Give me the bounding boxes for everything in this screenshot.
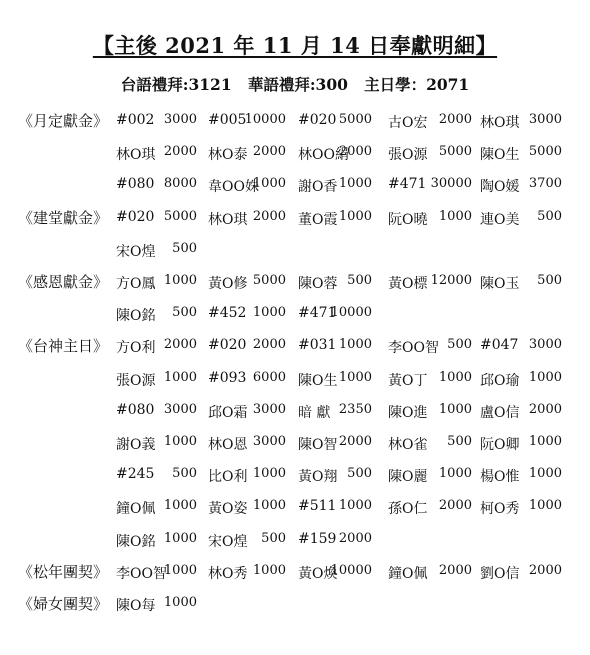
donor-name: 陳O蓉	[298, 276, 338, 292]
donor-name: #005	[208, 112, 247, 128]
donor-name: 謝O義	[116, 437, 156, 453]
offering-amount: 2000	[252, 144, 286, 160]
offering-amount: 500	[447, 337, 472, 353]
offering-amount: 1000	[338, 369, 372, 385]
offering-amount: 2000	[528, 562, 562, 578]
offering-amount: 1000	[438, 208, 472, 224]
donor-name: #471	[298, 305, 337, 322]
offering-amount: 5000	[252, 273, 286, 288]
donor-name: #471	[388, 176, 427, 193]
donor-name: 張O源	[388, 147, 428, 164]
category-label: 《婦女團契》	[18, 595, 109, 613]
offering-amount: 1000	[252, 305, 286, 321]
offering-amount: 10000	[330, 305, 372, 321]
offering-amount: 1000	[438, 466, 472, 482]
offering-amount: 2000	[252, 337, 286, 353]
donor-name: 陳O進	[388, 404, 428, 421]
offering-amount: 500	[537, 273, 562, 288]
donor-name: 邱O瑜	[480, 372, 520, 389]
offering-amount: 5000	[338, 112, 372, 127]
donor-name: 邱O霜	[208, 404, 248, 421]
offering-amount: 500	[172, 305, 197, 321]
donor-name: 方O利	[116, 340, 156, 357]
ledger-line	[116, 305, 568, 325]
offering-amount: 2350	[338, 401, 372, 417]
donor-name: 陳O銘	[116, 533, 156, 550]
donor-name: 陳O每	[116, 598, 156, 614]
donor-name: 楊O惟	[480, 469, 520, 486]
offering-amount: 12000	[430, 273, 472, 288]
donor-name: 宋O煌	[116, 243, 156, 260]
donor-name: 韋OO姝	[208, 179, 259, 196]
offering-amount: 3700	[528, 176, 562, 192]
offering-amount: 2000	[438, 498, 472, 514]
offering-amount: 3000	[252, 434, 286, 449]
donor-name: 董O霞	[298, 211, 338, 228]
offering-amount: 500	[347, 273, 372, 288]
donor-name: 鐘O佩	[388, 565, 428, 582]
donor-name: #511	[298, 498, 337, 515]
page-title-text: 【主後 2021 年 11 月 14 日奉獻明細】	[92, 33, 498, 58]
donor-name: 陶O媛	[480, 179, 520, 196]
offering-amount: 5000	[163, 208, 197, 224]
ledger-line	[116, 209, 568, 229]
donor-name: 宋O煌	[208, 533, 248, 550]
ledger-line	[116, 563, 568, 583]
donor-name: 柯O秀	[480, 501, 520, 518]
donor-name: 阮O卿	[480, 437, 520, 453]
offering-amount: 2000	[338, 144, 372, 160]
donor-name: 方O鳳	[116, 276, 156, 292]
offering-amount: 2000	[252, 208, 286, 224]
offering-amount: 2000	[163, 337, 197, 353]
donor-name: #020	[298, 112, 337, 128]
donor-name: 陳O麗	[388, 469, 428, 486]
category-label: 《感恩獻金》	[18, 273, 109, 291]
offering-amount: 1000	[163, 530, 197, 546]
donor-name: 黃O翔	[298, 469, 338, 486]
donor-name: 鐘O佩	[116, 501, 156, 518]
attendance-summary: 台語禮拜:3121 華語禮拜:300 主日學：2071	[120, 75, 470, 94]
offering-amount: 3000	[163, 401, 197, 417]
offering-amount: 1000	[338, 176, 372, 192]
ledger-line	[116, 498, 568, 518]
offering-amount: 1000	[438, 369, 472, 385]
donor-name: 黃O姿	[208, 501, 248, 518]
ledger-line	[116, 273, 568, 293]
ledger-line	[116, 241, 568, 261]
offering-amount: 1000	[252, 176, 286, 192]
offering-amount: 1000	[252, 466, 286, 482]
donor-name: #031	[298, 337, 337, 354]
offering-amount: 1000	[438, 401, 472, 417]
donor-name: 古O宏	[388, 115, 428, 131]
donor-name: 陳O生	[480, 147, 520, 164]
donor-name: 謝O香	[298, 179, 338, 196]
donor-name: 李OO智	[116, 565, 167, 582]
category-label: 《台神主日》	[18, 337, 109, 356]
offering-amount: 2000	[163, 144, 197, 160]
offering-amount: 1000	[338, 498, 372, 514]
donor-name: #080	[116, 176, 155, 193]
offering-amount: 1000	[528, 369, 562, 385]
donor-name: #020	[116, 208, 155, 225]
ledger-line	[116, 337, 568, 357]
offering-amount: 10000	[244, 112, 286, 127]
offering-amount: 6000	[252, 369, 286, 385]
category-label: 《月定獻金》	[18, 112, 109, 130]
donor-name: 黃O標	[388, 276, 428, 292]
offering-amount: 3000	[252, 401, 286, 417]
donor-name: 盧O信	[480, 404, 520, 421]
offering-amount: 1000	[528, 498, 562, 514]
donor-name: 李OO智	[388, 340, 439, 357]
donor-name: 陳O玉	[480, 276, 520, 292]
donor-name: 黃O修	[208, 276, 248, 292]
donor-name: #093	[208, 369, 247, 386]
donor-name: #020	[208, 337, 247, 354]
donor-name: #002	[116, 112, 155, 128]
offering-amount: 500	[347, 466, 372, 482]
donor-name: 阮O曉	[388, 211, 428, 228]
offering-amount: 1000	[528, 466, 562, 482]
offering-amount: 1000	[338, 337, 372, 353]
offering-amount: 1000	[338, 208, 372, 224]
category-label: 《建堂獻金》	[18, 208, 109, 227]
offering-amount: 1000	[252, 562, 286, 578]
offering-amount: 10000	[330, 562, 372, 578]
donor-name: 林O恩	[208, 437, 248, 453]
donor-name: 張O源	[116, 372, 156, 389]
donor-name: 比O利	[208, 469, 248, 486]
donor-name: #452	[208, 305, 247, 322]
offering-amount: 1000	[252, 498, 286, 514]
donor-name: 黃O煥	[298, 565, 338, 582]
ledger-line	[116, 434, 568, 454]
donor-name: #047	[480, 337, 519, 354]
donor-name: 劉O信	[480, 565, 520, 582]
donor-name: 陳O智	[298, 437, 338, 453]
offering-amount: 8000	[163, 176, 197, 192]
offering-amount: 1000	[163, 434, 197, 449]
page-title	[0, 30, 590, 60]
donor-name: 林O琪	[208, 211, 248, 228]
ledger-line	[116, 466, 568, 486]
offering-amount: 1000	[163, 273, 197, 288]
offering-amount: 1000	[528, 434, 562, 449]
donor-name: 林O泰	[208, 147, 248, 164]
ledger-line	[116, 595, 568, 615]
offering-amount: 5000	[438, 144, 472, 160]
category-label: 《松年團契》	[18, 562, 109, 581]
offering-amount: 2000	[338, 434, 372, 449]
donor-name: #080	[116, 401, 155, 418]
offering-amount: 3000	[528, 112, 562, 127]
ledger-line	[116, 144, 568, 164]
offering-amount: 30000	[430, 176, 472, 192]
offering-amount: 1000	[163, 595, 197, 610]
offering-amount: 500	[172, 240, 197, 256]
offering-amount: 2000	[438, 562, 472, 578]
donor-name: 林O琪	[116, 147, 156, 164]
offering-amount: 1000	[163, 562, 197, 578]
offering-amount: 500	[537, 208, 562, 224]
donor-name: 林O琪	[480, 115, 520, 131]
donor-name: #159	[298, 530, 337, 547]
donor-name: 連O美	[480, 211, 520, 228]
offering-amount: 500	[172, 466, 197, 482]
donor-name: 孫O仁	[388, 501, 428, 518]
donor-name: 黃O丁	[388, 372, 428, 389]
offering-amount: 500	[261, 530, 286, 546]
ledger-line	[116, 112, 568, 132]
offering-amount: 2000	[338, 530, 372, 546]
ledger-line	[116, 531, 568, 551]
offering-amount: 2000	[528, 401, 562, 417]
ledger-line	[116, 176, 568, 196]
offering-amount: 500	[447, 434, 472, 449]
donor-name: 陳O生	[298, 372, 338, 389]
donor-name: 暗 獻	[298, 404, 331, 421]
donor-name: 林O雀	[388, 437, 428, 453]
ledger-line	[116, 370, 568, 390]
offering-amount: 2000	[438, 112, 472, 127]
offering-amount: 3000	[163, 112, 197, 127]
donor-name: 林OO絹	[298, 147, 349, 164]
ledger-line	[116, 402, 568, 422]
donor-name: 陳O銘	[116, 308, 156, 325]
offering-amount: 5000	[528, 144, 562, 160]
offering-amount: 3000	[528, 337, 562, 353]
offering-amount: 1000	[163, 498, 197, 514]
offering-amount: 1000	[163, 369, 197, 385]
donor-name: 林O秀	[208, 565, 248, 582]
donor-name: #245	[116, 466, 155, 483]
